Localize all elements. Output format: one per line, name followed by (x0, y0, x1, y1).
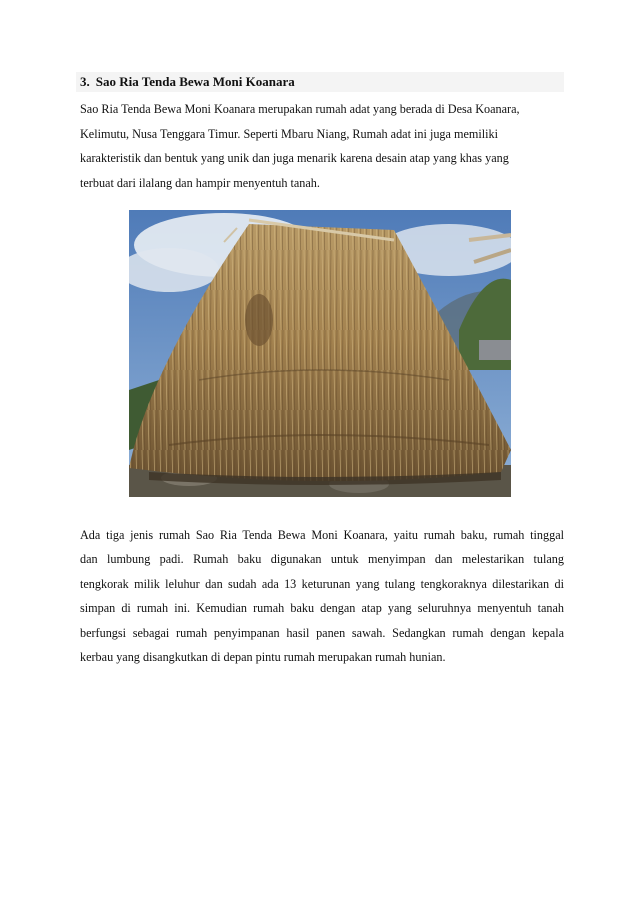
paragraph-line: Kelimutu, Nusa Tenggara Timur. Seperti Mbaru Niang, Rumah adat ini juga memiliki (80, 126, 498, 141)
paragraph-line: simpan di rumah ini. Kemudian rumah baku dengan atap yang seluruhnya menyentuh tanah (80, 601, 564, 616)
section-title: Sao Ria Tenda Bewa Moni Koanara (95, 74, 295, 89)
paragraph-line: Sao Ria Tenda Bewa Moni Koanara merupakan rumah adat yang berada di Desa Koanara, (80, 102, 520, 116)
intro-paragraph (80, 97, 566, 195)
distant-roof (479, 340, 511, 360)
thatched-house-illustration (129, 210, 511, 497)
paragraph-line: Ada tiga jenis rumah Sao Ria Tenda Bewa Moni Koanara, yaitu rumah baku, rumah tinggal (80, 528, 564, 542)
paragraph-line: tengkorak milik leluhur dan sudah ada 13 keturunan yang tulang tengkoraknya dilestarikan di (80, 576, 564, 591)
thatch-shadow (245, 294, 273, 346)
types-paragraph (80, 523, 564, 669)
house-photo (129, 210, 511, 497)
paragraph-line: kerbau yang disangkutkan di depan pintu rumah merupakan rumah hunian. (80, 649, 446, 664)
paragraph-line: berfungsi sebagai rumah penyimpanan hasil panen sawah. Sedangkan rumah dengan kepala (80, 625, 564, 640)
paragraph-line: karakteristik dan bentuk yang unik dan juga menarik karena desain atap yang khas yang (80, 151, 509, 165)
paragraph-line: dan lumbung padi. Rumah baku digunakan untuk menyimpan dan melestarikan tulang (80, 552, 564, 567)
paragraph-line: terbuat dari ilalang dan hampir menyentuh tanah. (80, 175, 320, 190)
section-heading (80, 73, 295, 91)
section-number: 3. (80, 74, 90, 89)
